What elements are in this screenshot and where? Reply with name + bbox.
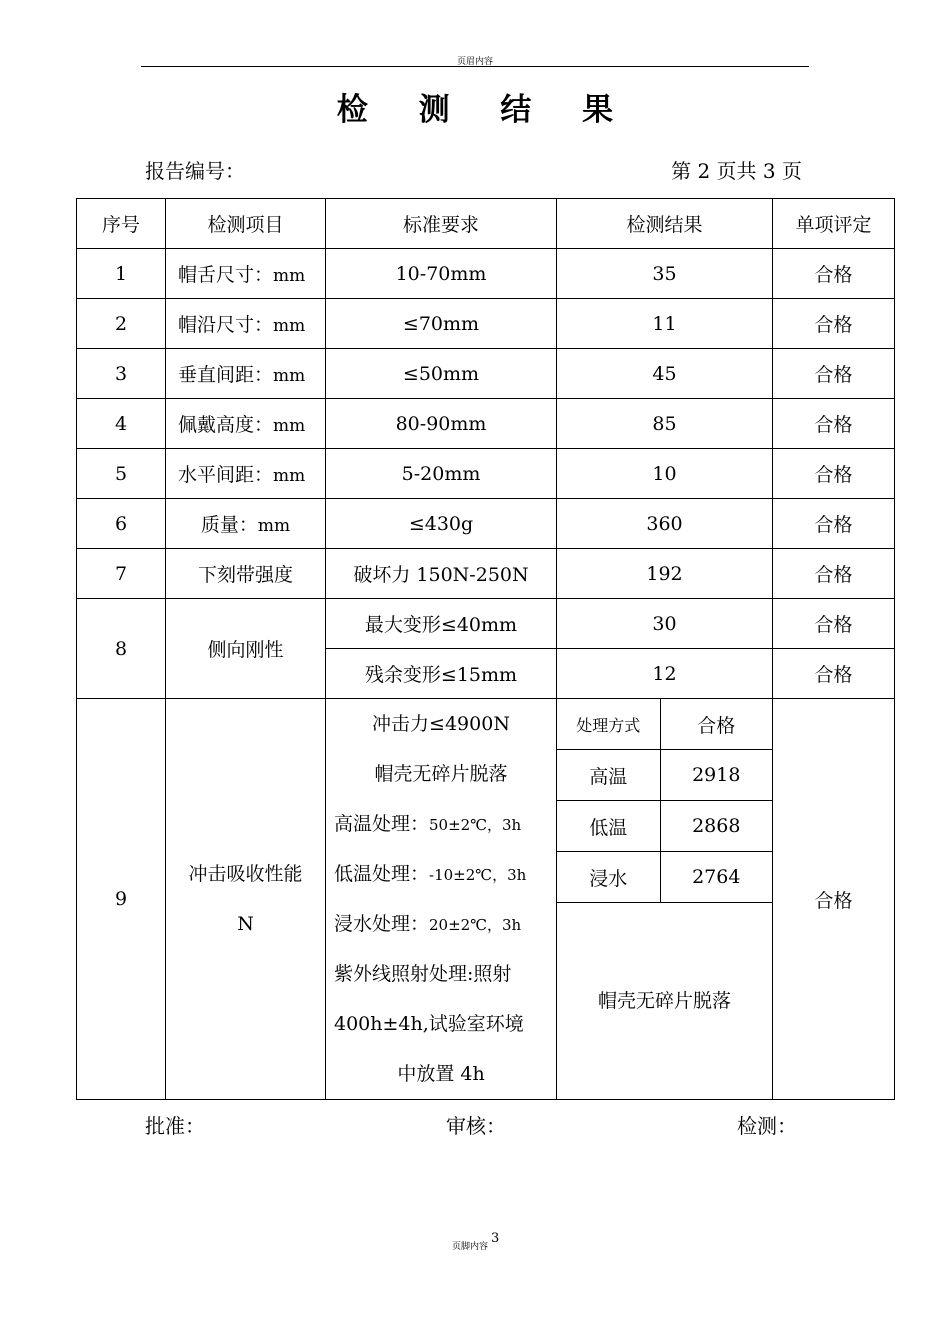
requirement-label: 浸水处理： (334, 913, 430, 935)
row-requirement: 破坏力 150N-250N (326, 549, 557, 599)
header-requirement: 标准要求 (326, 199, 557, 249)
treatment-name: 低温 (557, 801, 660, 852)
item-unit: mm (273, 266, 306, 286)
row-result: 360 (557, 499, 773, 549)
row-item (166, 299, 326, 349)
row-result: 12 (557, 649, 773, 699)
row-item (166, 699, 326, 1100)
row-no: 5 (77, 449, 166, 499)
table-row (77, 699, 895, 1100)
row-result: 85 (557, 399, 773, 449)
item-unit: mm (273, 416, 306, 436)
item-label: 佩戴高度： (178, 414, 274, 436)
inner-row (557, 801, 772, 852)
treatment-method-label: 处理方式 (557, 699, 660, 750)
row-result: 10 (557, 449, 773, 499)
requirement-condition: 50±2℃，3h (429, 816, 522, 834)
test-label: 检测： (737, 1114, 797, 1138)
header-evaluation: 单项评定 (773, 199, 895, 249)
row-result: 30 (557, 599, 773, 649)
requirement-line (326, 849, 556, 899)
row-requirement: 80-90mm (326, 399, 557, 449)
row-item (166, 399, 326, 449)
requirement-line (326, 899, 556, 949)
table-row (77, 499, 895, 549)
table-row (77, 399, 895, 449)
item-unit: mm (273, 316, 306, 336)
row-result (557, 699, 773, 1100)
row-result: 45 (557, 349, 773, 399)
row-item: 下刻带强度 (166, 549, 326, 599)
treatment-name: 高温 (557, 750, 660, 801)
results-table (76, 198, 895, 1100)
inner-row (557, 852, 772, 903)
row-no: 8 (77, 599, 166, 699)
inner-row (557, 699, 772, 750)
row-requirement: 10-70mm (326, 249, 557, 299)
row-evaluation: 合格 (773, 499, 895, 549)
row-requirement: ≤50mm (326, 349, 557, 399)
requirement-line: 帽壳无碎片脱落 (374, 763, 508, 785)
requirement-condition: -10±2℃，3h (429, 866, 527, 884)
requirement-line: 中放置 4h (397, 1063, 485, 1085)
row-evaluation: 合格 (773, 299, 895, 349)
row-evaluation: 合格 (773, 599, 895, 649)
table-row (77, 299, 895, 349)
page-header-text: 页眉内容 (456, 57, 493, 67)
row-result: 192 (557, 549, 773, 599)
item-line: N (237, 913, 254, 935)
row-evaluation: 合格 (773, 699, 895, 1100)
treatment-name: 浸水 (557, 852, 660, 903)
item-label: 水平间距： (178, 464, 274, 486)
row-item: 侧向刚性 (166, 599, 326, 699)
page-title: 检 测 结 果 (336, 92, 634, 128)
item-label: 垂直间距： (178, 364, 274, 386)
table-row (77, 249, 895, 299)
page-number: 3 (491, 1231, 500, 1246)
header-item: 检测项目 (166, 199, 326, 249)
header-result: 检测结果 (557, 199, 773, 249)
row-no: 4 (77, 399, 166, 449)
row-result: 35 (557, 249, 773, 299)
requirement-label: 高温处理： (334, 813, 430, 835)
row-evaluation: 合格 (773, 649, 895, 699)
row-requirement: 残余变形≤15mm (326, 649, 557, 699)
item-label: 帽舌尺寸： (178, 264, 274, 286)
result-note: 帽壳无碎片脱落 (597, 990, 731, 1012)
requirement-label: 低温处理： (334, 863, 430, 885)
requirement-line: 冲击力≤4900N (372, 713, 510, 735)
table-row (77, 349, 895, 399)
table-header-row (77, 199, 895, 249)
row-requirement: ≤70mm (326, 299, 557, 349)
impact-results-table (557, 699, 772, 1096)
row-no: 6 (77, 499, 166, 549)
page-footer-text: 页脚内容 (452, 1242, 489, 1252)
row-no: 7 (77, 549, 166, 599)
review-label: 审核： (446, 1114, 506, 1138)
table-row (77, 449, 895, 499)
row-requirement: 5-20mm (326, 449, 557, 499)
inner-row (557, 903, 772, 1097)
table-row (77, 599, 895, 649)
requirement-line: 紫外线照射处理:照射 (334, 963, 512, 985)
page-info: 第 2 页共 3 页 (671, 159, 802, 183)
row-no: 2 (77, 299, 166, 349)
row-result: 11 (557, 299, 773, 349)
treatment-value: 2918 (660, 750, 772, 801)
table-row (77, 549, 895, 599)
row-item (166, 249, 326, 299)
row-evaluation: 合格 (773, 349, 895, 399)
requirement-condition: 20±2℃，3h (429, 916, 522, 934)
item-unit: mm (273, 366, 306, 386)
approve-label: 批准： (145, 1114, 205, 1138)
requirement-line: 400h±4h,试验室环境 (334, 1013, 524, 1035)
row-no: 9 (77, 699, 166, 1100)
row-evaluation: 合格 (773, 449, 895, 499)
item-line: 冲击吸收性能 (188, 863, 303, 885)
row-requirement: ≤430g (326, 499, 557, 549)
row-item (166, 449, 326, 499)
treatment-value: 2764 (660, 852, 772, 903)
row-evaluation: 合格 (773, 549, 895, 599)
treatment-value: 2868 (660, 801, 772, 852)
item-unit: mm (273, 466, 306, 486)
row-no: 3 (77, 349, 166, 399)
row-no: 1 (77, 249, 166, 299)
item-label: 质量： (200, 514, 258, 536)
requirement-line (326, 799, 556, 849)
inner-row (557, 750, 772, 801)
item-unit: mm (257, 516, 291, 536)
row-requirement (326, 699, 557, 1100)
report-number-label: 报告编号： (145, 159, 245, 183)
item-label: 帽沿尺寸： (178, 314, 274, 336)
row-evaluation: 合格 (773, 399, 895, 449)
row-requirement: 最大变形≤40mm (326, 599, 557, 649)
row-item (166, 349, 326, 399)
header-divider (141, 66, 809, 67)
row-evaluation: 合格 (773, 249, 895, 299)
treatment-method-value: 合格 (660, 699, 772, 750)
row-item (166, 499, 326, 549)
header-no: 序号 (77, 199, 166, 249)
